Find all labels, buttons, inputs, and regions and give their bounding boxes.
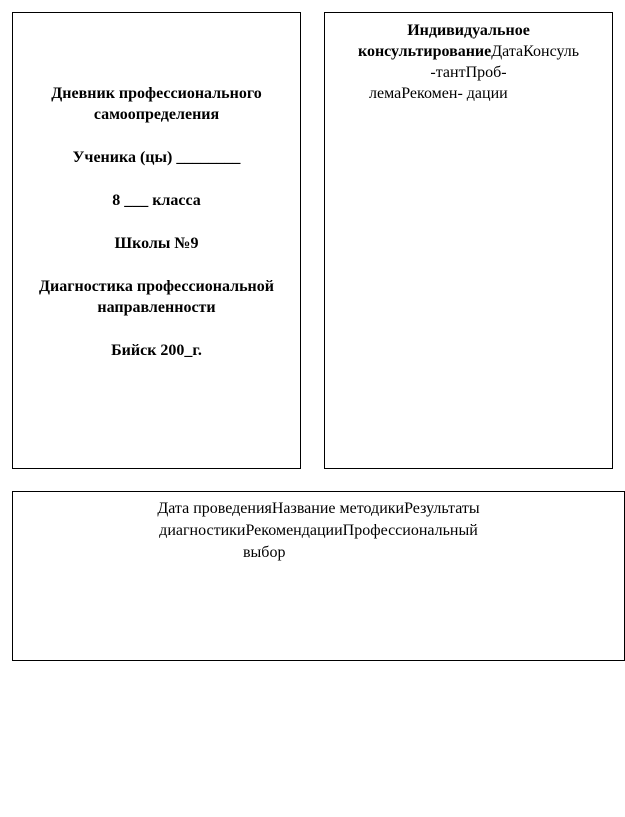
diagnostics-columns-line2: диагностикиРекомендацииПрофессиональный <box>159 522 478 539</box>
diagnostics-columns-line1: Дата проведенияНазвание методикиРезультаты <box>157 500 480 517</box>
consultation-columns-line1: ДатаКонсуль <box>491 43 580 60</box>
grade-line: 8 ___ класса <box>112 192 201 209</box>
consultation-columns-line3: лемаРекомен- дации <box>369 85 508 102</box>
school-line: Школы №9 <box>114 235 199 252</box>
diagnostics-header <box>13 498 624 564</box>
diagnostics-columns-line3: выбор <box>243 544 286 561</box>
diagnostics-panel <box>12 491 625 661</box>
section-title: Диагностика профессиональной направленности <box>38 278 274 316</box>
consultation-columns-line2: -тантПроб- <box>430 64 507 81</box>
diary-title: Дневник профессионального самоопределения <box>51 85 262 123</box>
consultation-panel <box>324 12 613 469</box>
consultation-heading: Индивидуальное консультирование <box>357 22 530 60</box>
consultation-header <box>329 20 608 104</box>
cover-text-block <box>13 83 300 383</box>
city-year-line: Бийск 200_г. <box>111 342 202 359</box>
diary-cover-panel <box>12 12 301 469</box>
student-name-line: Ученика (цы) ________ <box>72 149 241 166</box>
